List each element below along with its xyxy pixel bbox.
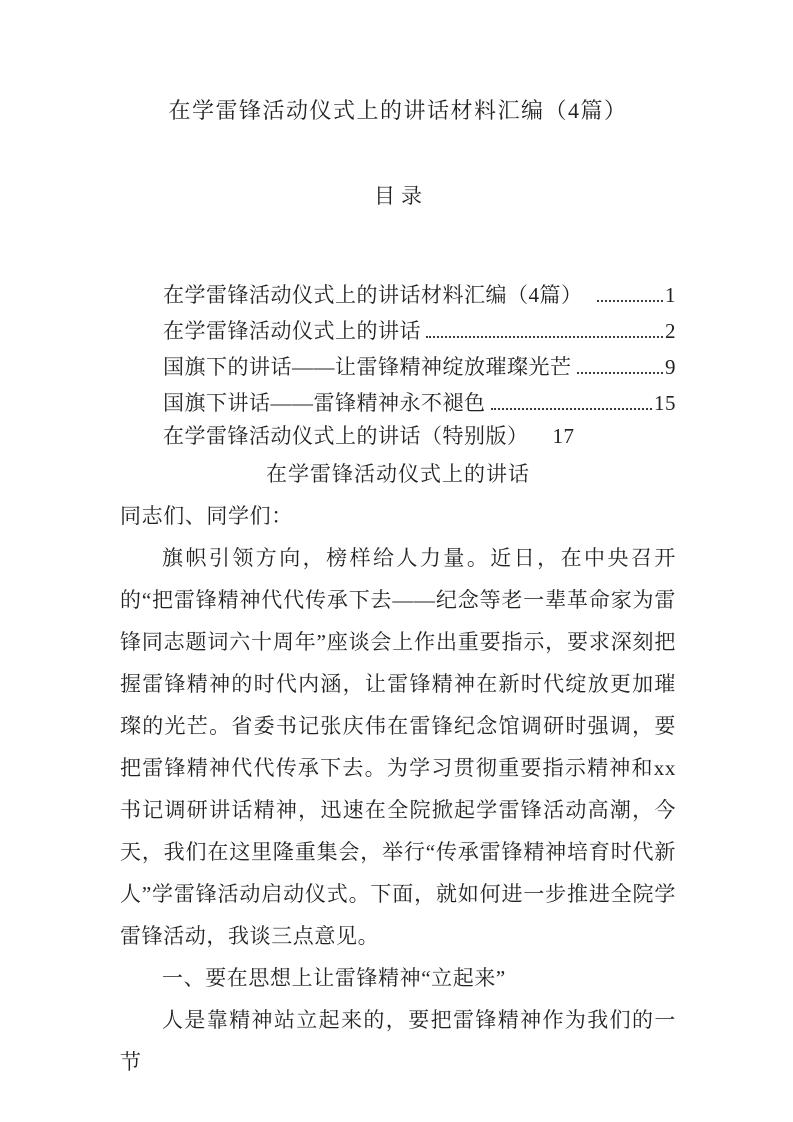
toc-entry	[163, 277, 676, 313]
toc-dot-leader	[597, 300, 664, 302]
toc-entry-label: 在学雷锋活动仪式上的讲话（特别版）	[163, 424, 529, 448]
table-of-contents	[120, 277, 676, 451]
toc-page-number: 1	[665, 283, 676, 307]
body-paragraph: 一、要在思想上让雷锋精神“立起来”	[162, 966, 506, 990]
document-title: 在学雷锋活动仪式上的讲话材料汇编（4篇）	[168, 98, 628, 123]
toc-page-number: 17	[552, 424, 575, 448]
toc-entry	[163, 349, 676, 385]
toc-page-number: 15	[654, 391, 676, 415]
toc-entry-label: 国旗下的讲话——让雷锋精神绽放璀璨光芒	[163, 355, 572, 379]
toc-entry	[163, 385, 676, 421]
toc-entry-label: 国旗下讲话——雷锋精神永不褪色	[163, 391, 486, 415]
body-text	[120, 495, 676, 1083]
body-paragraph: 旗帜引领方向，榜样给人力量。近日，在中央召开的“把雷锋精神代代传承下去——纪念等老一辈革命家为雷锋同志题词六十周年”座谈会上作出重要指示，要求深刻把握雷锋精神的时代内涵，让雷锋精神在新时代绽放更加璀璨的光芒。省委书记张庆伟在雷锋纪念馆调研时强调，要把雷锋精神代代传承下去。为学习贯彻重要指示精神和xx书记调研讲话精神，迅速在全院掀起学雷锋活动高潮，今天，我们在这里隆重集会，举行“传承雷锋精神培育时代新人”学雷锋活动启动仪式。下面，就如何进一步推进全院学雷锋活动，我谈三点意见。	[120, 546, 676, 948]
toc-entry	[163, 313, 676, 349]
salutation: 同志们、同学们：	[120, 504, 293, 528]
toc-page-number: 2	[665, 319, 676, 343]
toc-entry	[163, 421, 676, 451]
toc-entry-label: 在学雷锋活动仪式上的讲话	[163, 319, 421, 343]
section-heading: 在学雷锋活动仪式上的讲话	[266, 462, 530, 486]
toc-dot-leader	[577, 372, 664, 374]
toc-entry-label: 在学雷锋活动仪式上的讲话材料汇编（4篇）	[163, 283, 583, 307]
toc-dot-leader	[491, 408, 653, 410]
toc-page-number: 9	[665, 355, 676, 379]
toc-heading: 目录	[374, 184, 428, 208]
toc-dot-leader	[426, 336, 663, 338]
body-paragraph: 人是靠精神站立起来的，要把雷锋精神作为我们的一节	[120, 1008, 676, 1074]
